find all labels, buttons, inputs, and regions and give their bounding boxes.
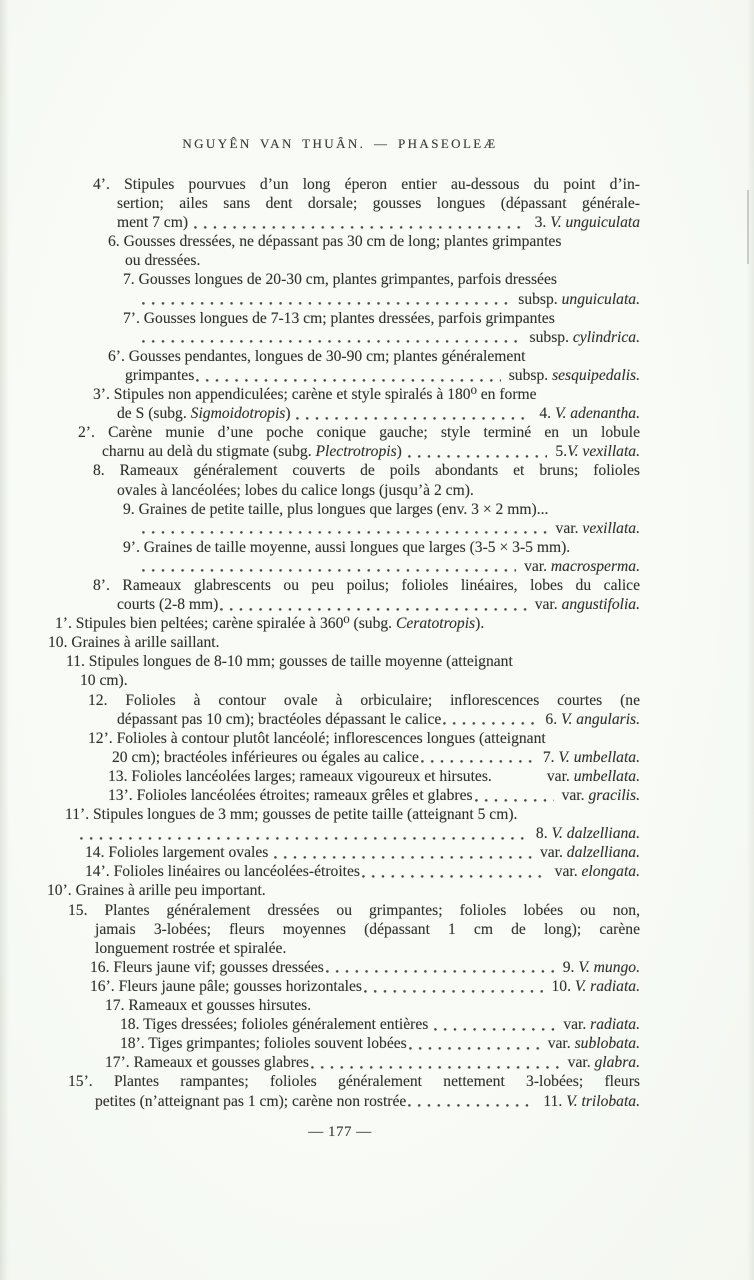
key-text: 6’. Gousses pendantes, longues de 30-90 cm; plantes généralement bbox=[108, 347, 526, 365]
key-line-text bbox=[90, 958, 324, 977]
taxon-name: radiata. bbox=[590, 1016, 640, 1034]
dot-leader bbox=[78, 824, 536, 843]
key-line-text bbox=[93, 386, 537, 403]
taxon-name: Sigmoidotropis bbox=[190, 405, 286, 423]
dot-leader bbox=[140, 328, 530, 347]
key-text: longuement rostrée et spiralée. bbox=[95, 939, 287, 957]
key-text: ) bbox=[396, 443, 406, 461]
key-line-text bbox=[117, 195, 640, 212]
key-line bbox=[40, 595, 640, 614]
key-line bbox=[40, 461, 640, 480]
key-line bbox=[40, 939, 640, 958]
key-text: 3’. Stipules non appendiculées; carène et style spiralés à 180⁰ en forme bbox=[93, 386, 537, 404]
taxon-name: unguiculata. bbox=[561, 290, 640, 308]
key-text: 15. Plantes généralement dressées ou grimpantes; folioles lobées ou non, bbox=[68, 901, 640, 919]
key-text: 14. Folioles largement ovales bbox=[85, 844, 273, 862]
result-number: subsp. bbox=[529, 328, 573, 346]
key-line-result bbox=[548, 1034, 640, 1053]
key-text: 11’. Stipules longues de 3 mm; gousses de petite taille (atteignant 5 cm). bbox=[65, 806, 518, 824]
taxon-name: V. angularis. bbox=[561, 710, 640, 728]
key-text: 17. Rameaux et gousses hirsutes. bbox=[105, 997, 312, 1015]
key-line-result bbox=[555, 442, 640, 461]
key-line bbox=[40, 175, 640, 194]
key-line-result bbox=[524, 557, 640, 576]
taxon-name: Plectrotropis bbox=[315, 443, 397, 461]
key-text: ment 7 cm) bbox=[117, 214, 192, 232]
key-line bbox=[40, 1015, 640, 1034]
key-line bbox=[40, 328, 640, 347]
key-text: 20 cm); bractéoles inférieures ou égales au calice bbox=[112, 748, 419, 766]
key-line bbox=[40, 671, 640, 690]
key-line bbox=[40, 442, 640, 461]
key-line-text bbox=[66, 653, 513, 670]
key-line-result bbox=[518, 290, 640, 309]
key-line bbox=[40, 481, 640, 500]
key-line-text bbox=[117, 404, 294, 423]
key-line bbox=[40, 385, 640, 404]
key-line-text bbox=[55, 615, 484, 632]
key-line-text bbox=[65, 806, 517, 823]
key-line bbox=[40, 901, 640, 920]
key-line-result bbox=[547, 767, 640, 786]
key-line-result bbox=[551, 977, 640, 996]
dot-leader bbox=[362, 977, 552, 996]
key-line-text bbox=[85, 843, 272, 862]
key-text: 9. Graines de petite taille, plus longues que larges (env. 3 × 2 mm)... bbox=[123, 500, 549, 518]
key-line-result bbox=[556, 519, 640, 538]
key-line-text bbox=[95, 940, 286, 957]
dot-leader bbox=[432, 1015, 563, 1034]
result-number: var. bbox=[555, 519, 583, 537]
key-text: 9’. Graines de taille moyenne, aussi longues que larges (3-5 × 3-5 mm). bbox=[123, 538, 571, 556]
key-line bbox=[40, 251, 640, 270]
key-line-text bbox=[117, 595, 218, 614]
key-text: sertion; ailes sans dent dorsale; gousses longues (dépassant générale- bbox=[117, 195, 640, 213]
key-line bbox=[40, 652, 640, 671]
key-text: 7’. Gousses longues de 7-13 cm; plantes dressées, parfois grimpantes bbox=[123, 309, 555, 327]
dot-leader bbox=[360, 862, 555, 881]
key-line bbox=[40, 996, 640, 1015]
result-number: var. bbox=[547, 1035, 575, 1053]
key-text: 1’. Stipules bien peltées; carène spiralée à 360⁰ (subg. bbox=[55, 615, 396, 633]
dot-leader bbox=[407, 1034, 548, 1053]
key-text: 8. Rameaux généralement couverts de poils abondants et bruns; folioles bbox=[93, 462, 640, 480]
taxon-name: V. radiata. bbox=[574, 977, 640, 995]
key-line-result bbox=[543, 1092, 640, 1111]
scan-artifact-line bbox=[747, 190, 749, 264]
key-line-text bbox=[108, 348, 525, 365]
taxon-name: V. mungo. bbox=[578, 958, 640, 976]
key-line-text bbox=[80, 672, 128, 689]
key-line-result bbox=[535, 595, 640, 614]
result-number: 3. bbox=[534, 214, 551, 232]
key-line bbox=[40, 729, 640, 748]
key-line bbox=[40, 519, 640, 538]
key-line-text bbox=[117, 482, 474, 499]
key-line-text bbox=[123, 271, 557, 288]
result-number: 10. bbox=[551, 977, 575, 995]
result-number: 5. bbox=[555, 443, 568, 461]
key-line bbox=[40, 614, 640, 633]
key-line-text bbox=[102, 442, 406, 461]
key-line-text bbox=[68, 902, 640, 919]
key-line-text bbox=[78, 424, 640, 441]
taxon-name: V. vexillata. bbox=[567, 443, 640, 461]
taxon-name: cylindrica. bbox=[572, 328, 640, 346]
result-number: var. bbox=[534, 596, 562, 614]
key-line-text bbox=[120, 1015, 432, 1034]
key-line bbox=[40, 500, 640, 519]
key-line-text bbox=[88, 692, 640, 709]
key-text: 4’. Stipules pourvues d’un long éperon entier au-dessous du point d’in- bbox=[93, 176, 640, 193]
key-text: 18’. Tiges grimpantes; folioles souvent lobées bbox=[120, 1035, 407, 1053]
key-text: 13. Folioles lancéolées larges; rameaux vigoureux et hirsutes. bbox=[108, 767, 492, 785]
key-line-result bbox=[539, 404, 640, 423]
result-number: var. bbox=[561, 787, 589, 804]
key-line bbox=[40, 691, 640, 710]
dot-leader bbox=[192, 213, 535, 232]
result-number: 11. bbox=[543, 1092, 567, 1110]
key-text: courts (2-8 mm) bbox=[117, 596, 219, 614]
key-line bbox=[40, 347, 640, 366]
dot-leader bbox=[140, 519, 556, 538]
key-line bbox=[40, 805, 640, 824]
key-line-text bbox=[108, 786, 473, 805]
key-text: ou dressées. bbox=[125, 252, 201, 270]
key-line-result bbox=[568, 1053, 640, 1072]
key-line bbox=[40, 748, 640, 767]
key-text: dépassant pas 10 cm); bractéoles dépassant le calice bbox=[117, 710, 442, 728]
key-block bbox=[40, 175, 640, 1111]
taxon-name: Ceratotropis bbox=[395, 615, 476, 633]
taxon-name: V. trilobata. bbox=[566, 1092, 640, 1110]
taxon-name: vexillata. bbox=[582, 519, 640, 537]
result-number: subsp. bbox=[518, 290, 562, 308]
key-line bbox=[40, 557, 640, 576]
key-line bbox=[40, 576, 640, 595]
key-line-result bbox=[555, 862, 640, 881]
result-number: 8. bbox=[535, 825, 552, 843]
result-number: 7. bbox=[542, 748, 559, 766]
page-edge-shadow-left bbox=[0, 0, 9, 1280]
key-line-text bbox=[108, 767, 492, 786]
dot-leader bbox=[140, 290, 518, 309]
key-line bbox=[40, 232, 640, 251]
key-text: charnu au delà du stigmate (subg. bbox=[102, 443, 316, 461]
key-line bbox=[40, 710, 640, 729]
key-line bbox=[40, 423, 640, 442]
key-line bbox=[40, 862, 640, 881]
key-line-result bbox=[563, 1015, 640, 1034]
dot-leader bbox=[194, 366, 508, 385]
taxon-name: V. dalzelliana. bbox=[551, 825, 640, 843]
dot-leader bbox=[309, 1053, 568, 1072]
key-line-text bbox=[93, 577, 640, 594]
result-number: 9. bbox=[562, 958, 579, 976]
key-line-text bbox=[125, 366, 194, 385]
key-line bbox=[40, 309, 640, 328]
result-number: var. bbox=[554, 863, 582, 881]
taxon-name: V. unguiculata bbox=[550, 214, 640, 232]
key-text: 11. Stipules longues de 8-10 mm; gousses de taille moyenne (atteignant bbox=[66, 653, 513, 671]
key-line-result bbox=[530, 328, 640, 347]
taxon-name: sublobata. bbox=[574, 1035, 640, 1053]
key-text: 7. Gousses longues de 20-30 cm, plantes grimpantes, parfois dressées bbox=[123, 271, 557, 289]
key-line-text bbox=[105, 997, 311, 1014]
key-line bbox=[40, 977, 640, 996]
key-line-text bbox=[117, 213, 192, 232]
key-line-text bbox=[90, 977, 362, 996]
key-line-text bbox=[93, 462, 640, 479]
key-text: de S (subg. bbox=[117, 405, 191, 423]
key-line bbox=[40, 633, 640, 652]
running-header: NGUYÊN VAN THUÂN. — PHASEOLEÆ bbox=[182, 136, 498, 151]
key-text: 6. Gousses dressées, ne dépassant pas 30 cm de long; plantes grimpantes bbox=[108, 233, 562, 251]
key-line bbox=[40, 194, 640, 213]
key-line-text bbox=[123, 310, 555, 327]
dot-leader bbox=[406, 442, 556, 461]
key-text: 14’. Folioles linéaires ou lancéolées-étroites bbox=[85, 863, 360, 881]
key-line-result bbox=[545, 710, 640, 729]
key-line bbox=[40, 1072, 640, 1091]
page-number: — 177 — bbox=[308, 1124, 372, 1140]
key-line-text bbox=[95, 1092, 406, 1111]
result-number: var. bbox=[546, 767, 574, 785]
key-text: grimpantes bbox=[125, 366, 195, 384]
dot-leader bbox=[272, 843, 540, 862]
key-text: 10 cm). bbox=[80, 672, 128, 690]
key-text: 16. Fleurs jaune vif; gousses dressées bbox=[90, 958, 324, 976]
dot-leader bbox=[140, 557, 524, 576]
taxon-name: dalzelliana. bbox=[566, 844, 640, 862]
result-number: 6. bbox=[545, 710, 561, 728]
key-text: ovales à lancéolées; lobes du calice longs (jusqu’à 2 cm). bbox=[117, 481, 474, 499]
taxon-name: macrosperma. bbox=[550, 557, 640, 575]
key-line bbox=[40, 786, 640, 805]
result-number: var. bbox=[563, 1016, 591, 1034]
key-line-result bbox=[563, 958, 640, 977]
key-line-result bbox=[535, 213, 640, 232]
key-text: 10. Graines à arille saillant. bbox=[48, 634, 220, 652]
dot-leader bbox=[473, 786, 562, 805]
key-text: 12’. Folioles à contour plutôt lancéolé; inflorescences longues (atteignant bbox=[88, 729, 546, 747]
taxon-name: gracilis. bbox=[588, 787, 640, 804]
key-line-result bbox=[536, 824, 640, 843]
key-line-text bbox=[108, 233, 561, 250]
taxon-name: V. umbellata. bbox=[558, 748, 640, 766]
dot-leader bbox=[324, 958, 563, 977]
result-number: var. bbox=[567, 1054, 595, 1072]
key-line bbox=[40, 1053, 640, 1072]
key-line-text bbox=[93, 176, 640, 193]
key-line bbox=[40, 767, 640, 786]
key-line-text bbox=[105, 1053, 309, 1072]
key-line-text bbox=[95, 921, 640, 938]
taxon-name: glabra. bbox=[594, 1054, 640, 1072]
key-line-result bbox=[540, 843, 640, 862]
key-line-text bbox=[123, 501, 548, 518]
key-line bbox=[40, 958, 640, 977]
key-line bbox=[40, 920, 640, 939]
key-line-text bbox=[68, 1073, 640, 1090]
key-text: 10’. Graines à arille peu important. bbox=[47, 882, 266, 900]
taxon-name: angustifolia. bbox=[561, 596, 640, 614]
taxon-name: elongata. bbox=[581, 863, 640, 881]
result-number: subsp. bbox=[508, 366, 553, 384]
key-line-text bbox=[88, 730, 546, 747]
dot-leader bbox=[419, 748, 543, 767]
key-line bbox=[40, 366, 640, 385]
key-text: 2’. Carène munie d’une poche conique gauche; style terminé en un lobule bbox=[78, 424, 640, 442]
key-line-text bbox=[125, 252, 200, 269]
key-line bbox=[40, 843, 640, 862]
key-line bbox=[40, 213, 640, 232]
key-text: 18. Tiges dressées; folioles généralement entières bbox=[120, 1016, 433, 1034]
taxon-name: sesquipedalis. bbox=[552, 366, 640, 384]
key-text: 16’. Fleurs jaune pâle; gousses horizontales bbox=[90, 977, 362, 995]
dot-leader bbox=[406, 1092, 543, 1111]
key-text: 17’. Rameaux et gousses glabres bbox=[105, 1054, 309, 1072]
key-line bbox=[40, 290, 640, 309]
taxon-name: V. adenantha. bbox=[554, 405, 640, 423]
key-line-text bbox=[112, 748, 419, 767]
result-number: 4. bbox=[539, 405, 555, 423]
taxon-name: umbellata. bbox=[573, 767, 640, 785]
key-line bbox=[40, 404, 640, 423]
key-line bbox=[40, 824, 640, 843]
key-text: 12. Folioles à contour ovale à orbiculaire; inflorescences courtes (ne bbox=[88, 691, 640, 709]
key-text: ) bbox=[285, 405, 295, 423]
key-text: ). bbox=[475, 615, 485, 633]
key-line-text bbox=[117, 710, 441, 729]
dot-leader bbox=[218, 595, 534, 614]
key-line-result bbox=[509, 366, 640, 385]
key-line-text bbox=[120, 1034, 407, 1053]
key-line bbox=[40, 1092, 640, 1111]
key-text: petites (n’atteignant pas 1 cm); carène non rostrée bbox=[95, 1092, 407, 1110]
key-line-text bbox=[47, 882, 266, 899]
key-line-text bbox=[48, 634, 219, 651]
result-number: var. bbox=[524, 557, 551, 575]
key-line bbox=[40, 881, 640, 900]
key-line-result bbox=[543, 748, 640, 767]
key-line bbox=[40, 270, 640, 289]
dot-leader bbox=[294, 404, 539, 423]
key-line bbox=[40, 538, 640, 557]
space-filler bbox=[492, 767, 547, 786]
key-text: 8’. Rameaux glabrescents ou peu poilus; folioles linéaires, lobes du calice bbox=[93, 576, 640, 594]
key-text: jamais 3-lobées; fleurs moyennes (dépassant 1 cm de long); carène bbox=[95, 920, 640, 938]
key-line bbox=[40, 1034, 640, 1053]
key-text: 15’. Plantes rampantes; folioles généralement nettement 3-lobées; fleurs bbox=[68, 1073, 640, 1091]
key-line-result bbox=[562, 786, 640, 805]
key-text: 13’. Folioles lancéolées étroites; rameaux grêles et glabres bbox=[108, 787, 473, 804]
dot-leader bbox=[441, 710, 545, 729]
key-line-text bbox=[85, 862, 360, 881]
result-number: var. bbox=[539, 844, 567, 862]
key-line-text bbox=[123, 539, 570, 556]
